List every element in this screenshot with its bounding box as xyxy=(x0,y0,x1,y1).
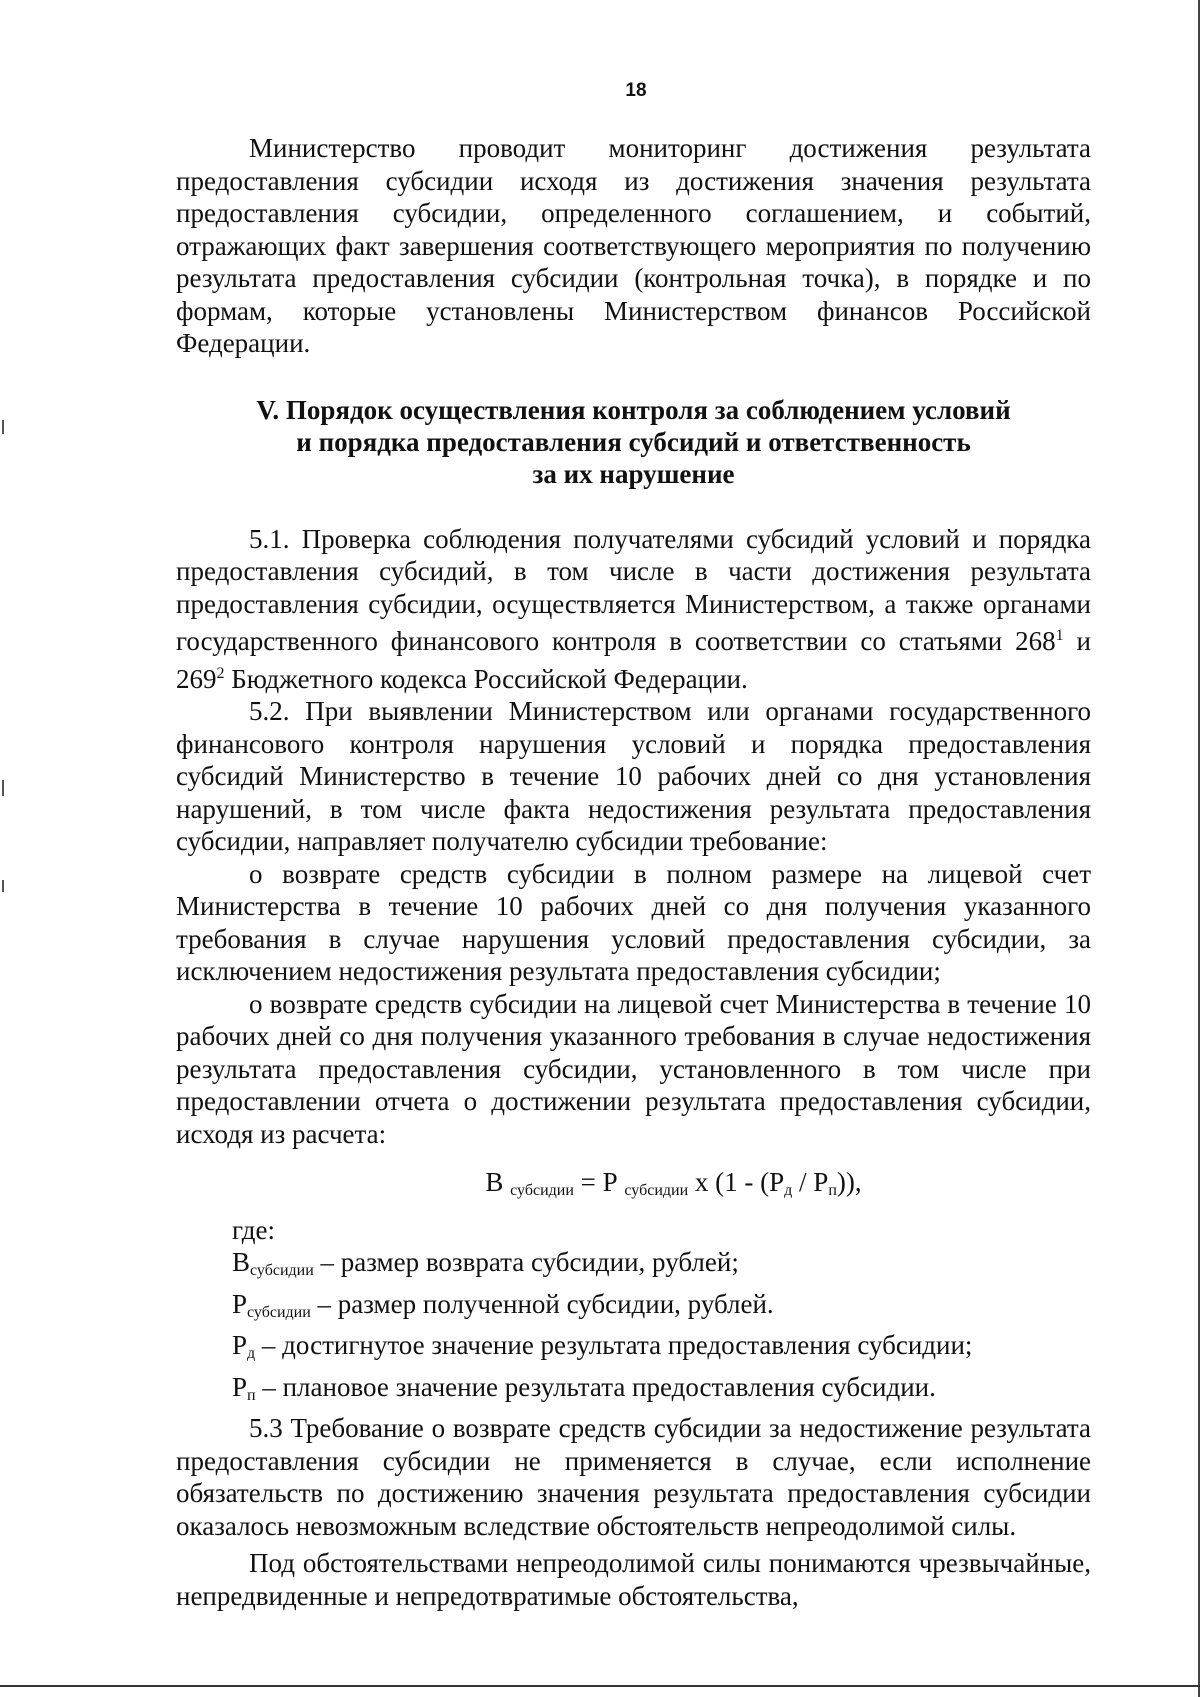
formula-text: = Р xyxy=(573,1167,625,1197)
superscript: 2 xyxy=(216,664,225,682)
formula-symbol: В xyxy=(485,1167,504,1197)
refund-formula xyxy=(176,1166,1091,1208)
paragraph-force-majeure: Под обстоятельствами непреодолимой силы понимаются чрезвычайные, непредвиденные и непредотвратимые обстоятельства, xyxy=(176,1548,1091,1611)
section-heading-line-2: и порядка предоставления субсидий и ответственность xyxy=(296,426,971,457)
clause-5-2-item-1: о возврате средств субсидии в полном размере на лицевой счет Министерства в течение 10 рабочих дней со дня получения указанного требования в случае нарушения условий предоставления субсидии, за исключением недостижения результата предоставления субсидии; xyxy=(176,858,1091,986)
formula-subscript: п xyxy=(828,1182,837,1199)
clause-5-1-text: и 269 xyxy=(176,626,1091,694)
paragraph-monitoring: Министерство проводит мониторинг достижения результата предоставления субсидии исходя из достижения значения результата предоставления субсидии, определенного соглашением, и событий, отражающих факт завершения соответствующего мероприятия по получению результата предоставления субсидии (контрольная точка), в порядке и по формам, которые установлены Министерством финансов Российской Федерации. xyxy=(176,133,1091,358)
definition-item xyxy=(232,1246,1091,1288)
formula-subscript: д xyxy=(784,1182,793,1199)
clause-5-3: 5.3 Требование о возврате средств субсидии за недостижение результата предоставления субсидии не применяется в случае, если исполнение обязательств по достижению значения результата предоставления субсидии оказалось невозможным вследствие обстоятельств непреодолимой силы. xyxy=(176,1413,1091,1541)
definition-item xyxy=(232,1371,1091,1413)
page-number: 18 xyxy=(625,80,647,101)
clause-5-1 xyxy=(176,523,1091,696)
definition-subscript: д xyxy=(247,1345,256,1362)
scan-edge-bottom xyxy=(0,1685,1200,1687)
formula-text: х (1 - (Р xyxy=(688,1167,785,1197)
clause-5-2: 5.2. При выявлении Министерством или органами государственного финансового контроля нарушения условий и порядка предоставления субсидий Министерство в течение 10 рабочих дней со дня установления нарушений, в том числе факта недостижения результата предоставления субсидии, направляет получателю субсидии требование: xyxy=(176,696,1091,856)
scan-mark xyxy=(2,780,4,796)
definition-subscript: п xyxy=(247,1386,256,1404)
formula-text: )), xyxy=(836,1167,862,1197)
clause-5-1-text: Бюджетного кодекса Российской Федерации. xyxy=(224,663,748,694)
formula-definitions xyxy=(176,1214,1091,1413)
definition-text: – плановое значение результата предоставления субсидии. xyxy=(255,1371,936,1402)
definition-item xyxy=(232,1288,1091,1330)
clause-5-2-item-2: о возврате средств субсидии на лицевой счет Министерства в течение 10 рабочих дней со дня получения указанного требования в случае недостижения результата предоставления субсидии, установленного в том числе при предоставлении отчета о достижении результата предоставления субсидии, исходя из расчета: xyxy=(176,988,1091,1149)
clause-5-1-text: 5.1. Проверка соблюдения получателями субсидий условий и порядка предоставления субсидий, в том числе в части достижения результата предоставления субсидии, осуществляется Министерством, а также органами государственного финансового контроля в соответствии со статьями 268 xyxy=(176,523,1091,656)
document-body xyxy=(176,132,1091,1612)
formula-subscript: субсидии xyxy=(624,1182,689,1199)
definition-subscript: субсидии xyxy=(247,1303,311,1321)
definition-symbol: Р xyxy=(232,1288,248,1319)
definition-symbol: В xyxy=(232,1247,251,1277)
scan-mark xyxy=(2,420,4,434)
section-heading-line-3: за их нарушение xyxy=(532,458,735,489)
definition-symbol: Р xyxy=(232,1330,248,1360)
definition-item xyxy=(232,1329,1091,1371)
scan-mark xyxy=(2,880,4,892)
definition-symbol: Р xyxy=(232,1371,248,1402)
formula-text: / Р xyxy=(792,1167,829,1197)
section-heading xyxy=(176,394,1091,490)
section-heading-line-1: V. Порядок осуществления контроля за соблюдением условий xyxy=(256,394,1011,425)
where-label: где: xyxy=(232,1214,275,1245)
formula-subscript: субсидии xyxy=(510,1182,574,1199)
definition-text: – достигнутое значение результата предоставления субсидии; xyxy=(255,1330,973,1360)
definition-text: – размер возврата субсидии, рублей; xyxy=(313,1247,739,1277)
superscript: 1 xyxy=(1055,627,1064,644)
definition-subscript: субсидии xyxy=(250,1262,314,1279)
definition-text: – размер полученной субсидии, рублей. xyxy=(310,1288,774,1319)
